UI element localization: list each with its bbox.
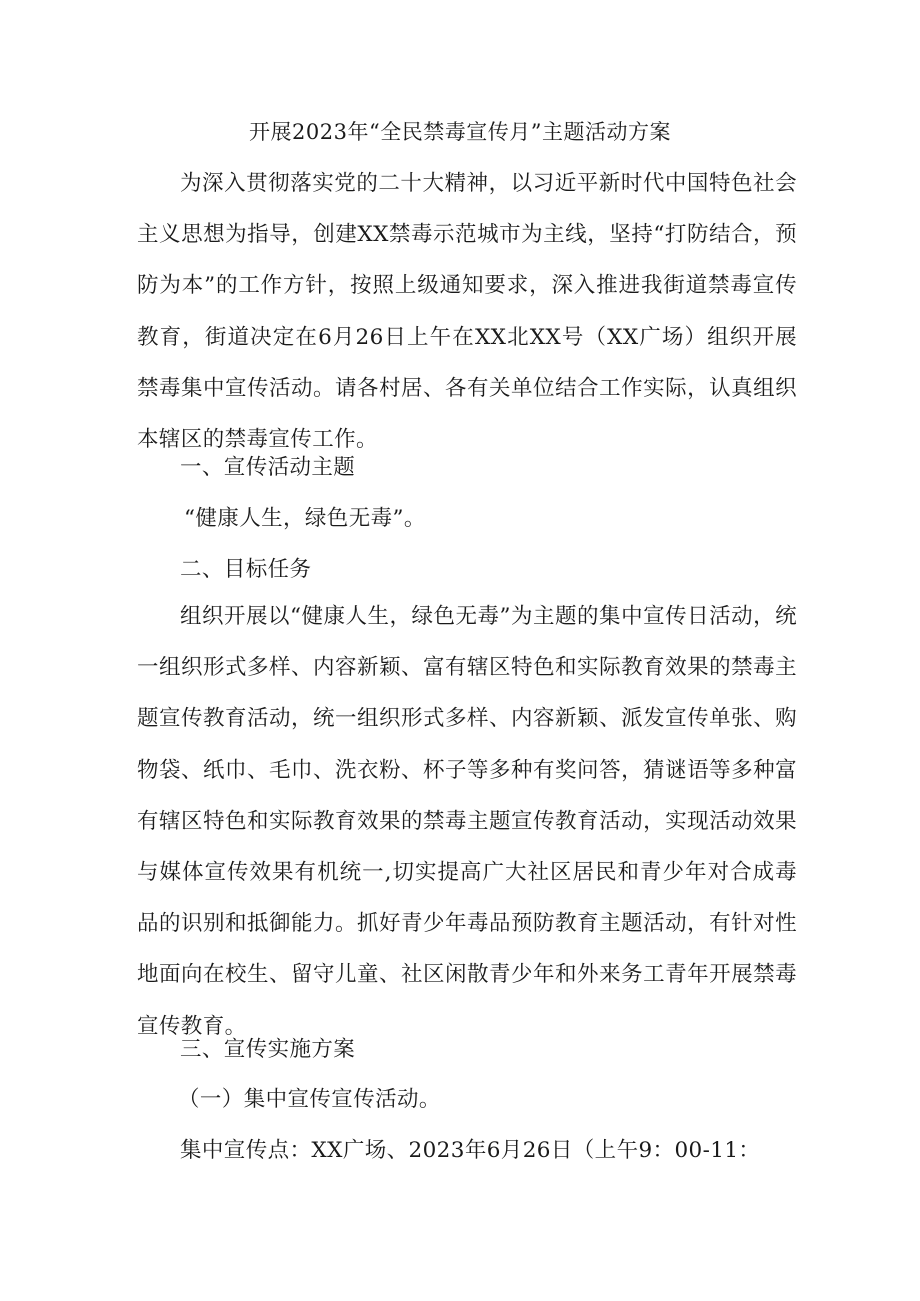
section3-subheading-1: （一）集中宣传宣传活动。 [178, 1087, 441, 1112]
document-title: 开展2023年“全民禁毒宣传月”主题活动方案 [249, 120, 671, 144]
section1-slogan: “健康人生，绿色无毒”。 [184, 506, 426, 531]
section2-heading: 二、目标任务 [180, 557, 312, 582]
section3-heading: 三、宣传实施方案 [180, 1037, 356, 1062]
section1-heading: 一、宣传活动主题 [180, 455, 356, 480]
section3-schedule-line: 集中宣传点：XX广场、2023年6月26日（上午9：00-11： [180, 1138, 761, 1163]
intro-paragraph: 为深入贯彻落实党的二十大精神，以习近平新时代中国特色社会主义思想为指导，创建XX禁毒示范城市为主线，坚持“打防结合，预防为本”的工作方针，按照上级通知要求，深入推进我街道禁毒宣传教育，街道决定在6月26日上午在XX北XX号（XX广场）组织开展禁毒集中宣传活动。请各村居、各有关单位结合工作实际，认真组织本辖区的禁毒宣传工作。 [137, 171, 797, 453]
section2-paragraph: 组织开展以“健康人生，绿色无毒”为主题的集中宣传日活动，统一组织形式多样、内容新颖、富有辖区特色和实际教育效果的禁毒主题宣传教育活动，统一组织形式多样、内容新颖、派发宣传单张、购物袋、纸巾、毛巾、洗衣粉、杯子等多种有奖问答，猜谜语等多种富有辖区特色和实际教育效果的禁毒主题宣传教育活动，实现活动效果与媒体宣传效果有机统一,切实提高广大社区居民和青少年对合成毒品的识别和抵御能力。抓好青少年毒品预防教育主题活动，有针对性地面向在校生、留守儿童、社区闲散青少年和外来务工青年开展禁毒宣传教育。 [137, 604, 797, 1039]
